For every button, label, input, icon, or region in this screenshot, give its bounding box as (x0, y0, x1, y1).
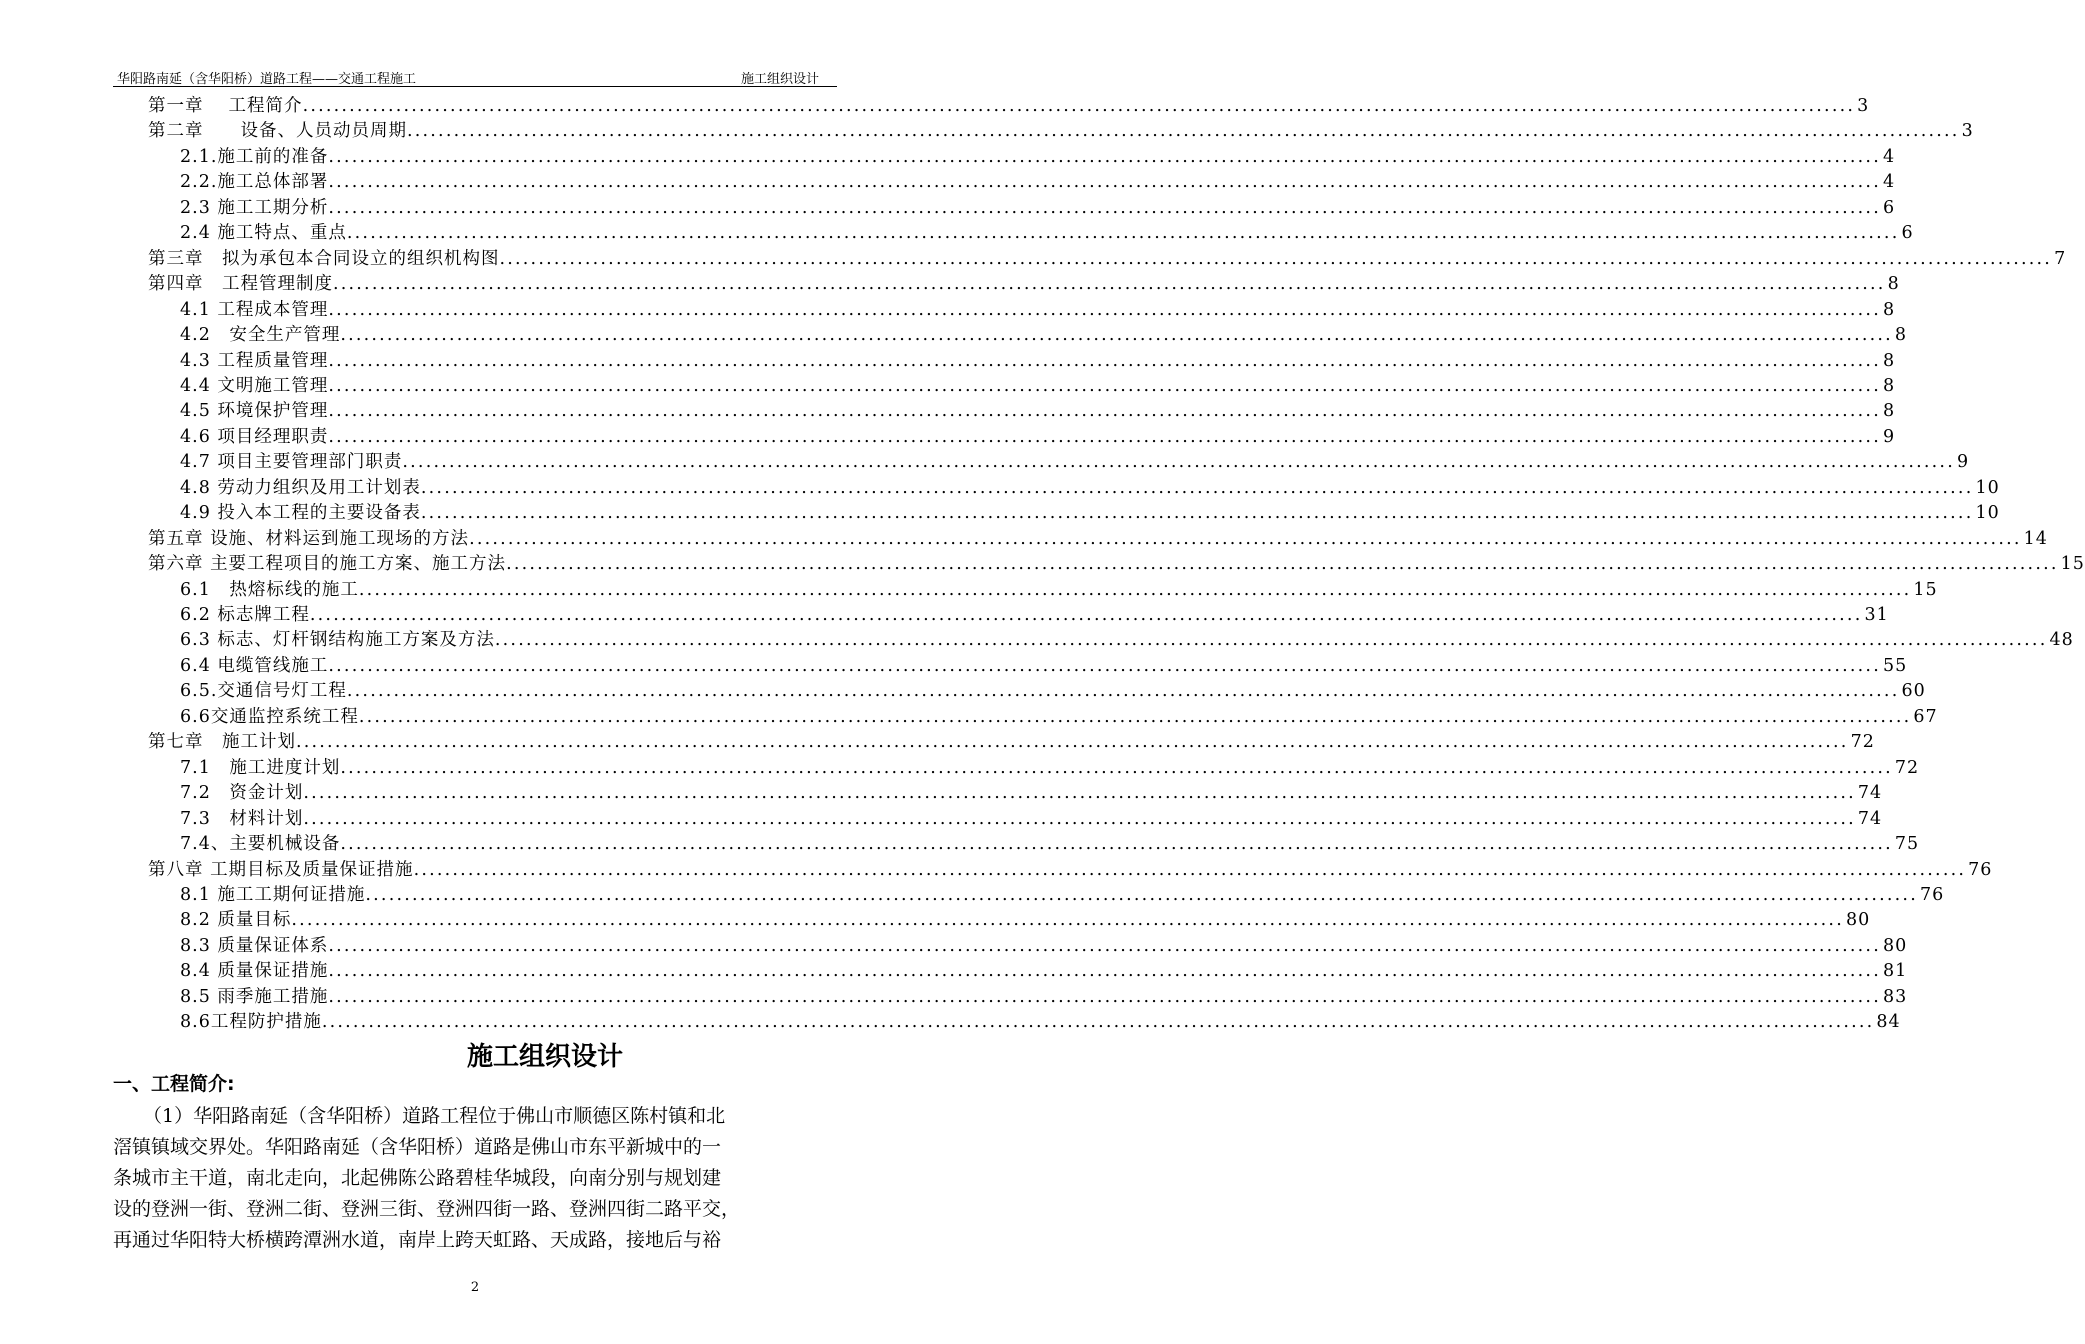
toc-entry-page: 4 (1882, 146, 1896, 167)
toc-entry-title: 7.1 施工进度计划 (180, 757, 341, 778)
toc-entry[interactable] (180, 221, 1914, 245)
toc-entry-title: 8.2 质量目标 (180, 910, 292, 931)
toc-entry-page: 31 (1864, 605, 1889, 625)
toc-dot-leader: ........................................................................................................................................................................................................ (328, 401, 1881, 422)
toc-entry[interactable] (148, 94, 1870, 118)
toc-entry-title: 4.1 工程成本管理 (180, 299, 329, 320)
toc-entry-page: 76 (1968, 859, 1993, 880)
toc-entry[interactable] (180, 959, 1908, 983)
toc-entry[interactable] (180, 756, 1920, 780)
toc-entry[interactable] (180, 476, 2000, 500)
paragraph-line: 设的登洲一街、登洲二街、登洲三街、登洲四街一路、登洲四街二路平交， (113, 1198, 741, 1220)
toc-entry-title: 6.1 热熔标线的施工 (180, 579, 359, 600)
page-number: 2 (470, 1280, 480, 1295)
toc-dot-leader: ........................................................................................................................................................................................................ (296, 732, 1849, 753)
toc-entry[interactable] (180, 425, 1896, 449)
toc-dot-leader: ........................................................................................................................................................................................................ (494, 630, 2048, 651)
toc-entry-title: 第三章 拟为承包本合同设立的组织机构图 (148, 248, 500, 269)
header-doc-type: 施工组织设计 (740, 72, 819, 87)
toc-entry-page: 15 (2060, 554, 2085, 575)
toc-entry-page: 8 (1882, 299, 1896, 320)
toc-entry-title: 4.9 投入本工程的主要设备表 (180, 503, 421, 524)
toc-entry-title: 4.2 安全生产管理 (180, 325, 341, 346)
toc-entry[interactable] (148, 272, 1900, 296)
toc-entry[interactable] (180, 399, 1896, 423)
toc-entry[interactable] (180, 170, 1896, 194)
toc-dot-leader: ........................................................................................................................................................................................................ (302, 96, 1856, 116)
toc-dot-leader: ........................................................................................................................................................................................................ (328, 146, 1881, 167)
toc-dot-leader: ........................................................................................................................................................................................................ (340, 834, 1893, 855)
section-heading: 一、工程简介: (113, 1073, 235, 1095)
toc-dot-leader: ........................................................................................................................................................................................................ (358, 579, 1912, 600)
toc-entry-title: 4.5 环境保护管理 (180, 401, 329, 422)
toc-entry[interactable] (180, 934, 1908, 958)
toc-entry[interactable] (180, 832, 1920, 856)
toc-entry-title: 2.4 施工特点、重点 (180, 223, 347, 244)
toc-entry[interactable] (180, 349, 1896, 373)
toc-dot-leader: ........................................................................................................................................................................................................ (328, 197, 1881, 218)
toc-dot-leader: ........................................................................................................................................................................................................ (469, 528, 2022, 549)
toc-entry-title: 6.6交通监控系统工程 (180, 706, 359, 727)
toc-dot-leader: ........................................................................................................................................................................................................ (346, 223, 1900, 244)
toc-entry-title: 4.6 项目经理职责 (180, 426, 329, 447)
toc-entry-page: 3 (1961, 121, 1974, 142)
toc-entry[interactable] (180, 807, 1883, 831)
toc-dot-leader: ........................................................................................................................................................................................................ (340, 757, 1893, 778)
toc-entry-title: 第七章 施工计划 (148, 732, 296, 753)
toc-entry[interactable] (180, 298, 1896, 322)
toc-dot-leader: ........................................................................................................................................................................................................ (346, 681, 1900, 702)
toc-entry[interactable] (180, 705, 1938, 729)
toc-dot-leader: ........................................................................................................................................................................................................ (328, 375, 1881, 396)
toc-entry-title: 6.2 标志牌工程 (180, 605, 310, 625)
toc-entry-title: 第八章 工期目标及质量保证措施 (148, 859, 414, 880)
toc-entry[interactable] (180, 145, 1896, 169)
toc-dot-leader: ........................................................................................................................................................................................................ (291, 910, 1844, 931)
toc-dot-leader: ........................................................................................................................................................................................................ (420, 503, 1974, 524)
toc-entry-page: 76 (1919, 884, 1945, 905)
toc-entry-page: 8 (1887, 274, 1900, 295)
toc-entry-page: 6 (1882, 197, 1896, 218)
toc-dot-leader: ........................................................................................................................................................................................................ (402, 452, 1955, 473)
toc-entry[interactable] (180, 985, 1908, 1009)
toc-entry-page: 10 (1975, 503, 2000, 524)
toc-dot-leader: ........................................................................................................................................................................................................ (407, 121, 1960, 142)
toc-dot-leader: ........................................................................................................................................................................................................ (328, 961, 1881, 982)
toc-entry[interactable] (148, 858, 1993, 882)
toc-entry-title: 8.3 质量保证体系 (180, 935, 329, 956)
toc-entry[interactable] (180, 654, 1908, 678)
toc-dot-leader: ........................................................................................................................................................................................................ (303, 783, 1856, 804)
toc-entry-title: 第五章 设施、材料运到施工现场的方法 (148, 528, 470, 549)
toc-entry-page: 10 (1975, 477, 2000, 498)
toc-entry-title: 8.5 雨季施工措施 (180, 986, 329, 1007)
toc-entry[interactable] (180, 501, 2000, 525)
intro-paragraph (113, 1101, 853, 1256)
toc-entry-page: 9 (1882, 426, 1896, 447)
toc-entry[interactable] (180, 908, 1871, 932)
toc-entry-title: 第四章 工程管理制度 (148, 274, 333, 295)
toc-entry[interactable] (180, 628, 2074, 652)
toc-entry[interactable] (180, 883, 1945, 907)
toc-entry-title: 7.4、主要机械设备 (180, 834, 341, 855)
paragraph-line: 滘镇镇域交界处。华阳路南延（含华阳桥）道路是佛山市东平新城中的一 (113, 1136, 722, 1158)
toc-entry[interactable] (148, 247, 2067, 271)
toc-entry-page: 7 (2054, 248, 2067, 269)
page-header (113, 66, 837, 87)
toc-dot-leader: ........................................................................................................................................................................................................ (328, 299, 1881, 320)
toc-entry[interactable] (180, 578, 1938, 602)
toc-entry-page: 60 (1901, 681, 1926, 702)
toc-entry-page: 83 (1882, 986, 1908, 1007)
paragraph-line: 条城市主干道，南北走向，北起佛陈公路碧桂华城段，向南分别与规划建 (113, 1167, 722, 1189)
toc-dot-leader: ........................................................................................................................................................................................................ (309, 605, 1863, 625)
toc-entry[interactable] (148, 527, 2048, 551)
toc-entry[interactable] (180, 781, 1883, 805)
toc-entry-title: 2.1.施工前的准备 (180, 146, 329, 167)
toc-dot-leader: ........................................................................................................................................................................................................ (321, 1012, 1875, 1033)
toc-entry-page: 9 (1956, 452, 1970, 473)
toc-entry-title: 第二章 设备、人员动员周期 (148, 121, 407, 142)
toc-dot-leader: ........................................................................................................................................................................................................ (413, 859, 1967, 880)
toc-entry-page: 72 (1850, 732, 1875, 753)
toc-dot-leader: ........................................................................................................................................................................................................ (328, 426, 1881, 447)
toc-dot-leader: ........................................................................................................................................................................................................ (328, 172, 1881, 193)
toc-dot-leader: ........................................................................................................................................................................................................ (303, 808, 1856, 829)
toc-dot-leader: ........................................................................................................................................................................................................ (328, 350, 1881, 371)
toc-dot-leader: ........................................................................................................................................................................................................ (328, 986, 1881, 1007)
toc-entry-page: 3 (1857, 96, 1870, 116)
toc-entry-page: 48 (2049, 630, 2074, 651)
toc-dot-leader: ........................................................................................................................................................................................................ (340, 325, 1893, 346)
toc-entry-title: 8.4 质量保证措施 (180, 961, 329, 982)
toc-entry-page: 81 (1882, 961, 1908, 982)
toc-entry-title: 第一章 工程简介 (148, 96, 303, 116)
toc-entry-title: 4.4 文明施工管理 (180, 375, 329, 396)
toc-entry-page: 80 (1882, 935, 1908, 956)
toc-entry-page: 8 (1882, 375, 1896, 396)
toc-entry-page: 74 (1857, 783, 1883, 804)
toc-entry-title: 8.6工程防护措施 (180, 1012, 322, 1033)
toc-entry-title: 4.3 工程质量管理 (180, 350, 329, 371)
toc-entry-page: 8 (1894, 325, 1908, 346)
toc-entry-title: 6.5.交通信号灯工程 (180, 681, 347, 702)
toc-entry-page: 4 (1882, 172, 1896, 193)
toc-entry[interactable] (180, 374, 1896, 398)
toc-entry-page: 15 (1913, 579, 1938, 600)
paragraph-line: （1）华阳路南延（含华阳桥）道路工程位于佛山市顺德区陈村镇和北 (143, 1105, 726, 1127)
toc-entry[interactable] (180, 603, 1889, 627)
toc-entry[interactable] (180, 323, 1908, 347)
toc-dot-leader: ........................................................................................................................................................................................................ (358, 706, 1912, 727)
paragraph-line: 再通过华阳特大桥横跨潭洲水道，南岸上跨天虹路、天成路，接地后与裕 (113, 1229, 722, 1251)
toc-entry-page: 75 (1894, 834, 1920, 855)
toc-entry-title: 6.4 电缆管线施工 (180, 655, 329, 676)
toc-dot-leader: ........................................................................................................................................................................................................ (420, 477, 1974, 498)
toc-entry-page: 80 (1845, 910, 1871, 931)
toc-entry[interactable] (180, 196, 1896, 220)
toc-entry[interactable] (180, 679, 1926, 703)
header-project-title: 华阳路南延（含华阳桥）道路工程——交通工程施工 (117, 72, 417, 87)
toc-entry-title: 7.3 材料计划 (180, 808, 304, 829)
toc-entry-title: 2.3 施工工期分析 (180, 197, 329, 218)
toc-dot-leader: ........................................................................................................................................................................................................ (499, 248, 2053, 269)
toc-entry-title: 6.3 标志、灯杆钢结构施工方案及方法 (180, 630, 495, 651)
toc-entry[interactable] (148, 552, 2085, 576)
toc-entry-page: 8 (1882, 350, 1896, 371)
toc-entry-page: 14 (2023, 528, 2048, 549)
toc-entry[interactable] (180, 450, 1970, 474)
toc-entry-page: 8 (1882, 401, 1896, 422)
toc-entry[interactable] (180, 1010, 1901, 1034)
toc-entry-page: 74 (1857, 808, 1883, 829)
toc-entry-title: 2.2.施工总体部署 (180, 172, 329, 193)
toc-dot-leader: ........................................................................................................................................................................................................ (328, 935, 1881, 956)
toc-entry[interactable] (148, 119, 1974, 143)
toc-entry-page: 84 (1876, 1012, 1901, 1033)
toc-entry-page: 6 (1901, 223, 1914, 244)
toc-dot-leader: ........................................................................................................................................................................................................ (506, 554, 2059, 575)
toc-entry-title: 7.2 资金计划 (180, 783, 304, 804)
document-title: 施工组织设计 (466, 1042, 623, 1072)
toc-entry[interactable] (148, 730, 1875, 754)
toc-entry-title: 4.7 项目主要管理部门职责 (180, 452, 403, 473)
toc-entry-page: 72 (1894, 757, 1920, 778)
toc-dot-leader: ........................................................................................................................................................................................................ (333, 274, 1886, 295)
toc-dot-leader: ........................................................................................................................................................................................................ (365, 884, 1918, 905)
toc-entry-page: 55 (1882, 655, 1908, 676)
toc-dot-leader: ........................................................................................................................................................................................................ (328, 655, 1881, 676)
toc-entry-page: 67 (1913, 706, 1938, 727)
toc-entry-title: 4.8 劳动力组织及用工计划表 (180, 477, 421, 498)
toc-entry-title: 第六章 主要工程项目的施工方案、施工方法 (148, 554, 507, 575)
toc-entry-title: 8.1 施工工期何证措施 (180, 884, 366, 905)
